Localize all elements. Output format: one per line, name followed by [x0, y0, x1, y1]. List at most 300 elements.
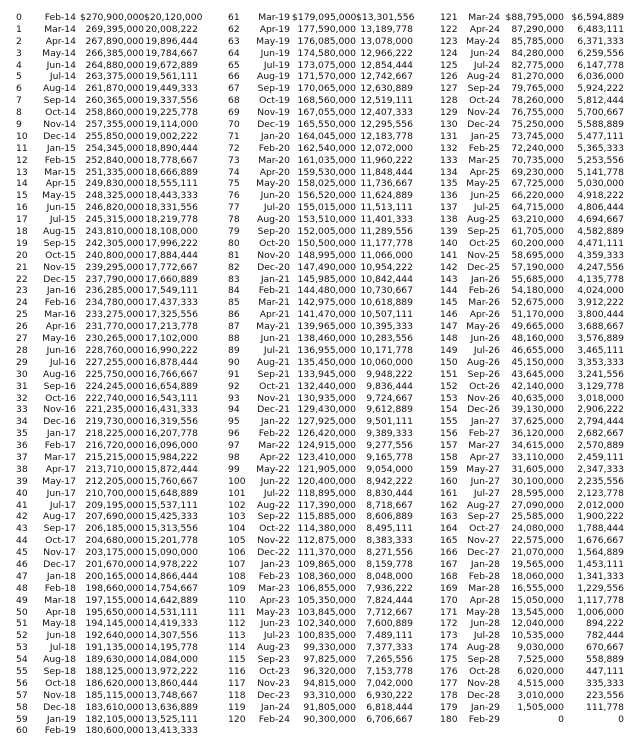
row-amount: 1,505,000: [517, 701, 564, 713]
row-payment: 15,984,222: [145, 451, 198, 463]
row-payment: 782,444: [586, 630, 624, 642]
row-payment: 13,413,333: [145, 725, 198, 737]
row-date: Oct-14: [45, 107, 76, 119]
row-payment: 18,443,333: [145, 190, 198, 202]
row-index: 35: [16, 428, 28, 440]
row-date: Jan-23: [260, 558, 290, 570]
row-amount: 75,250,000: [511, 119, 564, 131]
row-index: 166: [440, 547, 458, 559]
row-payment: 19,337,556: [145, 95, 198, 107]
row-amount: 66,220,000: [511, 190, 564, 202]
row-amount: 52,675,000: [511, 297, 564, 309]
row-amount: 99,330,000: [303, 642, 356, 654]
row-payment: 9,948,222: [366, 368, 413, 380]
row-date: Mar-23: [258, 582, 290, 594]
row-index: 84: [228, 285, 240, 297]
row-index: 143: [440, 273, 458, 285]
row-payment: 10,283,556: [360, 333, 413, 345]
row-index: 34: [16, 416, 28, 428]
row-payment: 15,872,444: [145, 463, 198, 475]
row-index: 147: [440, 321, 458, 333]
row-date: Jun-14: [46, 59, 76, 71]
row-payment: 13,860,444: [145, 677, 198, 689]
row-index: 132: [440, 142, 458, 154]
row-payment: 18,219,778: [145, 214, 198, 226]
row-amount: 115,885,000: [297, 511, 356, 523]
row-date: Dec-16: [43, 416, 76, 428]
row-amount: 145,985,000: [297, 273, 356, 285]
row-date: Oct-22: [259, 523, 290, 535]
row-payment: $6,594,889: [571, 12, 624, 23]
row-payment: 0: [618, 713, 624, 725]
row-date: Feb-26: [468, 285, 500, 297]
row-date: Oct-15: [45, 249, 76, 261]
row-amount: 9,030,000: [517, 642, 564, 654]
row-amount: 81,270,000: [511, 71, 564, 83]
row-index: 45: [16, 547, 28, 559]
row-payment: 15,313,556: [145, 523, 198, 535]
row-date: Jul-26: [473, 344, 500, 356]
row-index: 31: [16, 380, 28, 392]
row-date: Dec-24: [467, 119, 500, 131]
row-date: Mar-25: [468, 154, 500, 166]
row-amount: 127,925,000: [297, 416, 356, 428]
row-date: Jul-21: [263, 344, 290, 356]
row-amount: 183,610,000: [85, 701, 144, 713]
row-payment: 6,483,111: [577, 23, 624, 35]
row-payment: 223,556: [586, 689, 624, 701]
row-index: 22: [16, 273, 28, 285]
row-amount: 252,840,000: [85, 154, 144, 166]
row-date: Jun-20: [260, 190, 290, 202]
row-amount: 153,510,000: [297, 214, 356, 226]
row-index: 72: [228, 142, 240, 154]
row-amount: $270,900,000: [80, 12, 145, 23]
row-payment: 2,570,889: [577, 440, 624, 452]
row-amount: 254,345,000: [85, 142, 144, 154]
row-payment: 4,247,556: [577, 261, 624, 273]
row-payment: 7,824,444: [366, 594, 413, 606]
row-date: Nov-27: [467, 535, 500, 547]
row-index: 28: [16, 344, 28, 356]
row-amount: 138,460,000: [297, 333, 356, 345]
row-payment: 18,890,444: [145, 142, 198, 154]
row-payment: 9,054,000: [366, 463, 413, 475]
row-payment: 5,365,333: [577, 142, 624, 154]
row-amount: 43,645,000: [511, 368, 564, 380]
row-amount: 72,240,000: [511, 142, 564, 154]
row-amount: 228,760,000: [85, 344, 144, 356]
row-index: 111: [228, 606, 246, 618]
row-date: Jun-19: [260, 47, 290, 59]
row-payment: 3,912,222: [577, 297, 624, 309]
row-payment: 111,778: [586, 701, 624, 713]
row-index: 85: [228, 297, 240, 309]
row-index: 117: [228, 677, 246, 689]
row-amount: 117,390,000: [297, 499, 356, 511]
row-index: 29: [16, 356, 28, 368]
row-amount: 219,730,000: [85, 416, 144, 428]
row-payment: 3,688,667: [577, 321, 624, 333]
row-amount: 84,280,000: [511, 47, 564, 59]
row-date: Jul-17: [49, 499, 76, 511]
row-amount: 46,655,000: [511, 344, 564, 356]
row-amount: 13,545,000: [511, 606, 564, 618]
row-amount: 108,360,000: [297, 570, 356, 582]
row-date: May-17: [42, 475, 76, 487]
row-payment: 12,295,556: [360, 119, 413, 131]
row-date: Oct-26: [469, 380, 500, 392]
row-amount: 51,170,000: [511, 309, 564, 321]
row-payment: 3,576,889: [577, 333, 624, 345]
row-payment: 15,425,333: [145, 511, 198, 523]
row-payment: 6,930,222: [366, 689, 413, 701]
row-index: 119: [228, 701, 246, 713]
row-payment: 6,818,444: [366, 701, 413, 713]
row-date: Aug-27: [467, 499, 500, 511]
row-payment: 9,389,333: [366, 428, 413, 440]
row-index: 68: [228, 95, 240, 107]
row-amount: 204,680,000: [85, 535, 144, 547]
row-amount: 231,770,000: [85, 321, 144, 333]
row-date: Jul-15: [49, 214, 76, 226]
row-index: 47: [16, 570, 28, 582]
row-date: Aug-24: [467, 71, 500, 83]
row-payment: 4,135,778: [577, 273, 624, 285]
row-amount: 139,965,000: [297, 321, 356, 333]
row-amount: 266,385,000: [85, 47, 144, 59]
row-payment: 19,896,444: [145, 35, 198, 47]
row-payment: 6,147,778: [577, 59, 624, 71]
row-date: Mar-18: [44, 594, 76, 606]
row-payment: 5,477,111: [577, 130, 624, 142]
row-date: Oct-28: [469, 665, 500, 677]
row-amount: 180,600,000: [85, 725, 144, 737]
row-amount: 100,835,000: [297, 630, 356, 642]
row-index: 83: [228, 273, 240, 285]
row-amount: 105,350,000: [297, 594, 356, 606]
row-index: 136: [440, 190, 458, 202]
row-index: 149: [440, 344, 458, 356]
row-date: Mar-22: [258, 440, 290, 452]
row-index: 139: [440, 226, 458, 238]
row-amount: 194,145,000: [85, 618, 144, 630]
row-amount: 103,845,000: [297, 606, 356, 618]
row-date: Dec-22: [257, 547, 290, 559]
row-date: Dec-23: [257, 689, 290, 701]
row-date: Nov-20: [257, 249, 290, 261]
row-date: Apr-26: [469, 309, 500, 321]
row-amount: 210,700,000: [85, 487, 144, 499]
row-index: 103: [228, 511, 246, 523]
row-date: Mar-14: [44, 23, 76, 35]
row-amount: 135,450,000: [297, 356, 356, 368]
row-date: Nov-25: [467, 249, 500, 261]
row-amount: 225,750,000: [85, 368, 144, 380]
row-index: 77: [228, 202, 240, 214]
row-amount: 40,635,000: [511, 392, 564, 404]
row-index: 56: [16, 677, 28, 689]
row-amount: 188,125,000: [85, 665, 144, 677]
row-amount: 63,210,000: [511, 214, 564, 226]
row-date: Mar-21: [258, 297, 290, 309]
row-date: Sep-15: [43, 237, 76, 249]
row-amount: 201,670,000: [85, 558, 144, 570]
row-payment: 6,259,556: [577, 47, 624, 59]
row-amount: 112,875,000: [297, 535, 356, 547]
row-date: Jul-28: [473, 630, 500, 642]
row-payment: 14,084,000: [145, 654, 198, 666]
row-payment: 16,654,889: [145, 380, 198, 392]
row-index: 118: [228, 689, 246, 701]
row-payment: 17,102,000: [145, 333, 198, 345]
row-amount: 216,720,000: [85, 440, 144, 452]
row-date: Sep-20: [257, 226, 290, 238]
row-amount: $88,795,000: [505, 12, 564, 23]
row-amount: 4,515,000: [517, 677, 564, 689]
row-date: Feb-18: [44, 582, 76, 594]
row-index: 165: [440, 535, 458, 547]
row-date: Aug-15: [43, 226, 76, 238]
row-payment: 16,319,556: [145, 416, 198, 428]
row-payment: 11,736,667: [360, 178, 413, 190]
row-date: May-22: [256, 463, 290, 475]
row-index: 1: [16, 23, 22, 35]
row-date: May-26: [466, 321, 500, 333]
row-payment: 16,207,778: [145, 428, 198, 440]
row-index: 23: [16, 285, 28, 297]
row-date: Jun-15: [46, 202, 76, 214]
row-date: Sep-22: [257, 511, 290, 523]
row-payment: 2,459,111: [577, 451, 624, 463]
row-date: Jun-26: [470, 333, 500, 345]
row-amount: 191,135,000: [85, 642, 144, 654]
row-payment: 7,489,111: [366, 630, 413, 642]
row-date: Jan-19: [46, 713, 76, 725]
row-payment: 17,437,333: [145, 297, 198, 309]
row-index: 171: [440, 606, 458, 618]
row-payment: 18,331,556: [145, 202, 198, 214]
row-index: 55: [16, 665, 28, 677]
row-payment: 3,241,556: [577, 368, 624, 380]
row-index: 93: [228, 392, 240, 404]
row-payment: 4,471,111: [577, 237, 624, 249]
row-payment: 8,048,000: [366, 570, 413, 582]
row-amount: 209,195,000: [85, 499, 144, 511]
row-payment: 11,960,222: [360, 154, 413, 166]
row-payment: 16,990,222: [145, 344, 198, 356]
row-payment: 14,531,111: [145, 606, 198, 618]
row-payment: 14,419,333: [145, 618, 198, 630]
row-index: 48: [16, 582, 28, 594]
row-index: 98: [228, 451, 240, 463]
row-index: 135: [440, 178, 458, 190]
row-date: Jan-18: [46, 570, 76, 582]
row-date: Jan-17: [46, 428, 76, 440]
row-amount: 170,065,000: [297, 83, 356, 95]
row-amount: 61,705,000: [511, 226, 564, 238]
row-payment: 4,359,333: [577, 249, 624, 261]
row-amount: 109,865,000: [297, 558, 356, 570]
row-index: 13: [16, 166, 28, 178]
row-amount: 269,395,000: [85, 23, 144, 35]
row-payment: 3,800,444: [577, 309, 624, 321]
row-payment: 14,307,556: [145, 630, 198, 642]
row-date: Oct-25: [469, 237, 500, 249]
row-index: 130: [440, 119, 458, 131]
row-payment: 1,229,556: [577, 582, 624, 594]
row-payment: 13,636,889: [145, 701, 198, 713]
row-index: 78: [228, 214, 240, 226]
row-index: 106: [228, 547, 246, 559]
row-amount: 152,005,000: [297, 226, 356, 238]
row-date: Oct-17: [45, 535, 76, 547]
row-payment: 9,836,444: [366, 380, 413, 392]
row-date: Jun-25: [470, 190, 500, 202]
row-date: Aug-28: [467, 642, 500, 654]
row-payment: 18,108,000: [145, 226, 198, 238]
row-date: Apr-15: [45, 178, 76, 190]
row-date: Oct-16: [45, 392, 76, 404]
row-amount: 48,160,000: [511, 333, 564, 345]
row-amount: 218,225,000: [85, 428, 144, 440]
row-date: Mar-28: [468, 582, 500, 594]
row-payment: 1,006,000: [577, 606, 624, 618]
row-date: May-14: [42, 47, 76, 59]
row-payment: 9,277,556: [366, 440, 413, 452]
row-payment: 8,159,778: [366, 558, 413, 570]
row-amount: 76,755,000: [511, 107, 564, 119]
row-date: Nov-17: [43, 547, 76, 559]
row-index: 160: [440, 475, 458, 487]
row-index: 0: [16, 12, 22, 23]
row-amount: 12,040,000: [511, 618, 564, 630]
row-date: Aug-16: [43, 368, 76, 380]
row-index: 144: [440, 285, 458, 297]
row-payment: 7,265,556: [366, 654, 413, 666]
row-index: 19: [16, 237, 28, 249]
row-index: 40: [16, 487, 28, 499]
row-index: 174: [440, 642, 458, 654]
row-payment: 12,407,333: [360, 107, 413, 119]
row-amount: 60,200,000: [511, 237, 564, 249]
row-payment: 670,667: [586, 642, 624, 654]
row-date: May-24: [466, 35, 500, 47]
row-amount: 136,955,000: [297, 344, 356, 356]
row-index: 92: [228, 380, 240, 392]
row-payment: 5,253,556: [577, 154, 624, 166]
row-payment: 1,900,222: [577, 511, 624, 523]
row-date: Oct-21: [259, 380, 290, 392]
row-index: 167: [440, 558, 458, 570]
row-date: Jun-16: [46, 344, 76, 356]
row-amount: 16,555,000: [511, 582, 564, 594]
row-date: Feb-16: [44, 297, 76, 309]
row-payment: 14,754,667: [145, 582, 198, 594]
row-payment: 2,794,444: [577, 416, 624, 428]
row-date: Jan-25: [470, 130, 500, 142]
row-amount: 18,060,000: [511, 570, 564, 582]
row-payment: 3,353,333: [577, 356, 624, 368]
row-amount: 54,180,000: [511, 285, 564, 297]
row-index: 137: [440, 202, 458, 214]
row-index: 99: [228, 463, 240, 475]
row-amount: 222,740,000: [85, 392, 144, 404]
row-date: Nov-28: [467, 677, 500, 689]
row-amount: 57,190,000: [511, 261, 564, 273]
row-payment: 5,141,778: [577, 166, 624, 178]
row-payment: 2,235,556: [577, 475, 624, 487]
row-date: Aug-25: [467, 214, 500, 226]
row-payment: 15,760,667: [145, 475, 198, 487]
row-amount: 42,140,000: [511, 380, 564, 392]
row-payment: 8,383,333: [366, 535, 413, 547]
row-index: 59: [16, 713, 28, 725]
row-index: 66: [228, 71, 240, 83]
row-index: 105: [228, 535, 246, 547]
row-index: 3: [16, 47, 22, 59]
row-payment: 2,906,222: [577, 404, 624, 416]
row-amount: 159,530,000: [297, 166, 356, 178]
row-date: Feb-20: [258, 142, 290, 154]
row-amount: 132,440,000: [297, 380, 356, 392]
row-amount: 130,935,000: [297, 392, 356, 404]
row-date: Dec-28: [467, 689, 500, 701]
row-index: 168: [440, 570, 458, 582]
row-amount: 215,215,000: [85, 451, 144, 463]
row-date: May-27: [466, 463, 500, 475]
row-index: 131: [440, 130, 458, 142]
row-index: 145: [440, 297, 458, 309]
row-payment: 12,183,778: [360, 130, 413, 142]
row-index: 156: [440, 428, 458, 440]
row-payment: 17,996,222: [145, 237, 198, 249]
row-index: 10: [16, 130, 28, 142]
row-payment: 17,213,778: [145, 321, 198, 333]
row-date: Aug-23: [257, 642, 290, 654]
row-amount: 73,745,000: [511, 130, 564, 142]
row-index: 169: [440, 582, 458, 594]
row-index: 94: [228, 404, 240, 416]
row-payment: 7,936,222: [366, 582, 413, 594]
row-amount: 15,050,000: [511, 594, 564, 606]
row-payment: 7,377,333: [366, 642, 413, 654]
row-index: 88: [228, 333, 240, 345]
row-amount: 221,235,000: [85, 404, 144, 416]
row-index: 126: [440, 71, 458, 83]
row-index: 125: [440, 59, 458, 71]
row-date: Sep-28: [467, 654, 500, 666]
row-payment: 19,672,889: [145, 59, 198, 71]
row-amount: 213,710,000: [85, 463, 144, 475]
row-index: 51: [16, 618, 28, 630]
row-index: 69: [228, 107, 240, 119]
row-payment: 4,694,667: [577, 214, 624, 226]
row-date: Oct-27: [469, 523, 500, 535]
row-amount: $179,095,000: [292, 12, 357, 23]
row-payment: 894,222: [586, 618, 624, 630]
row-payment: 18,666,889: [145, 166, 198, 178]
row-index: 46: [16, 558, 28, 570]
row-amount: 242,305,000: [85, 237, 144, 249]
row-date: Aug-19: [257, 71, 290, 83]
row-amount: 37,625,000: [511, 416, 564, 428]
row-amount: 224,245,000: [85, 380, 144, 392]
row-amount: 97,825,000: [303, 654, 356, 666]
row-date: Jan-20: [260, 130, 290, 142]
row-index: 158: [440, 451, 458, 463]
row-amount: 258,860,000: [85, 107, 144, 119]
